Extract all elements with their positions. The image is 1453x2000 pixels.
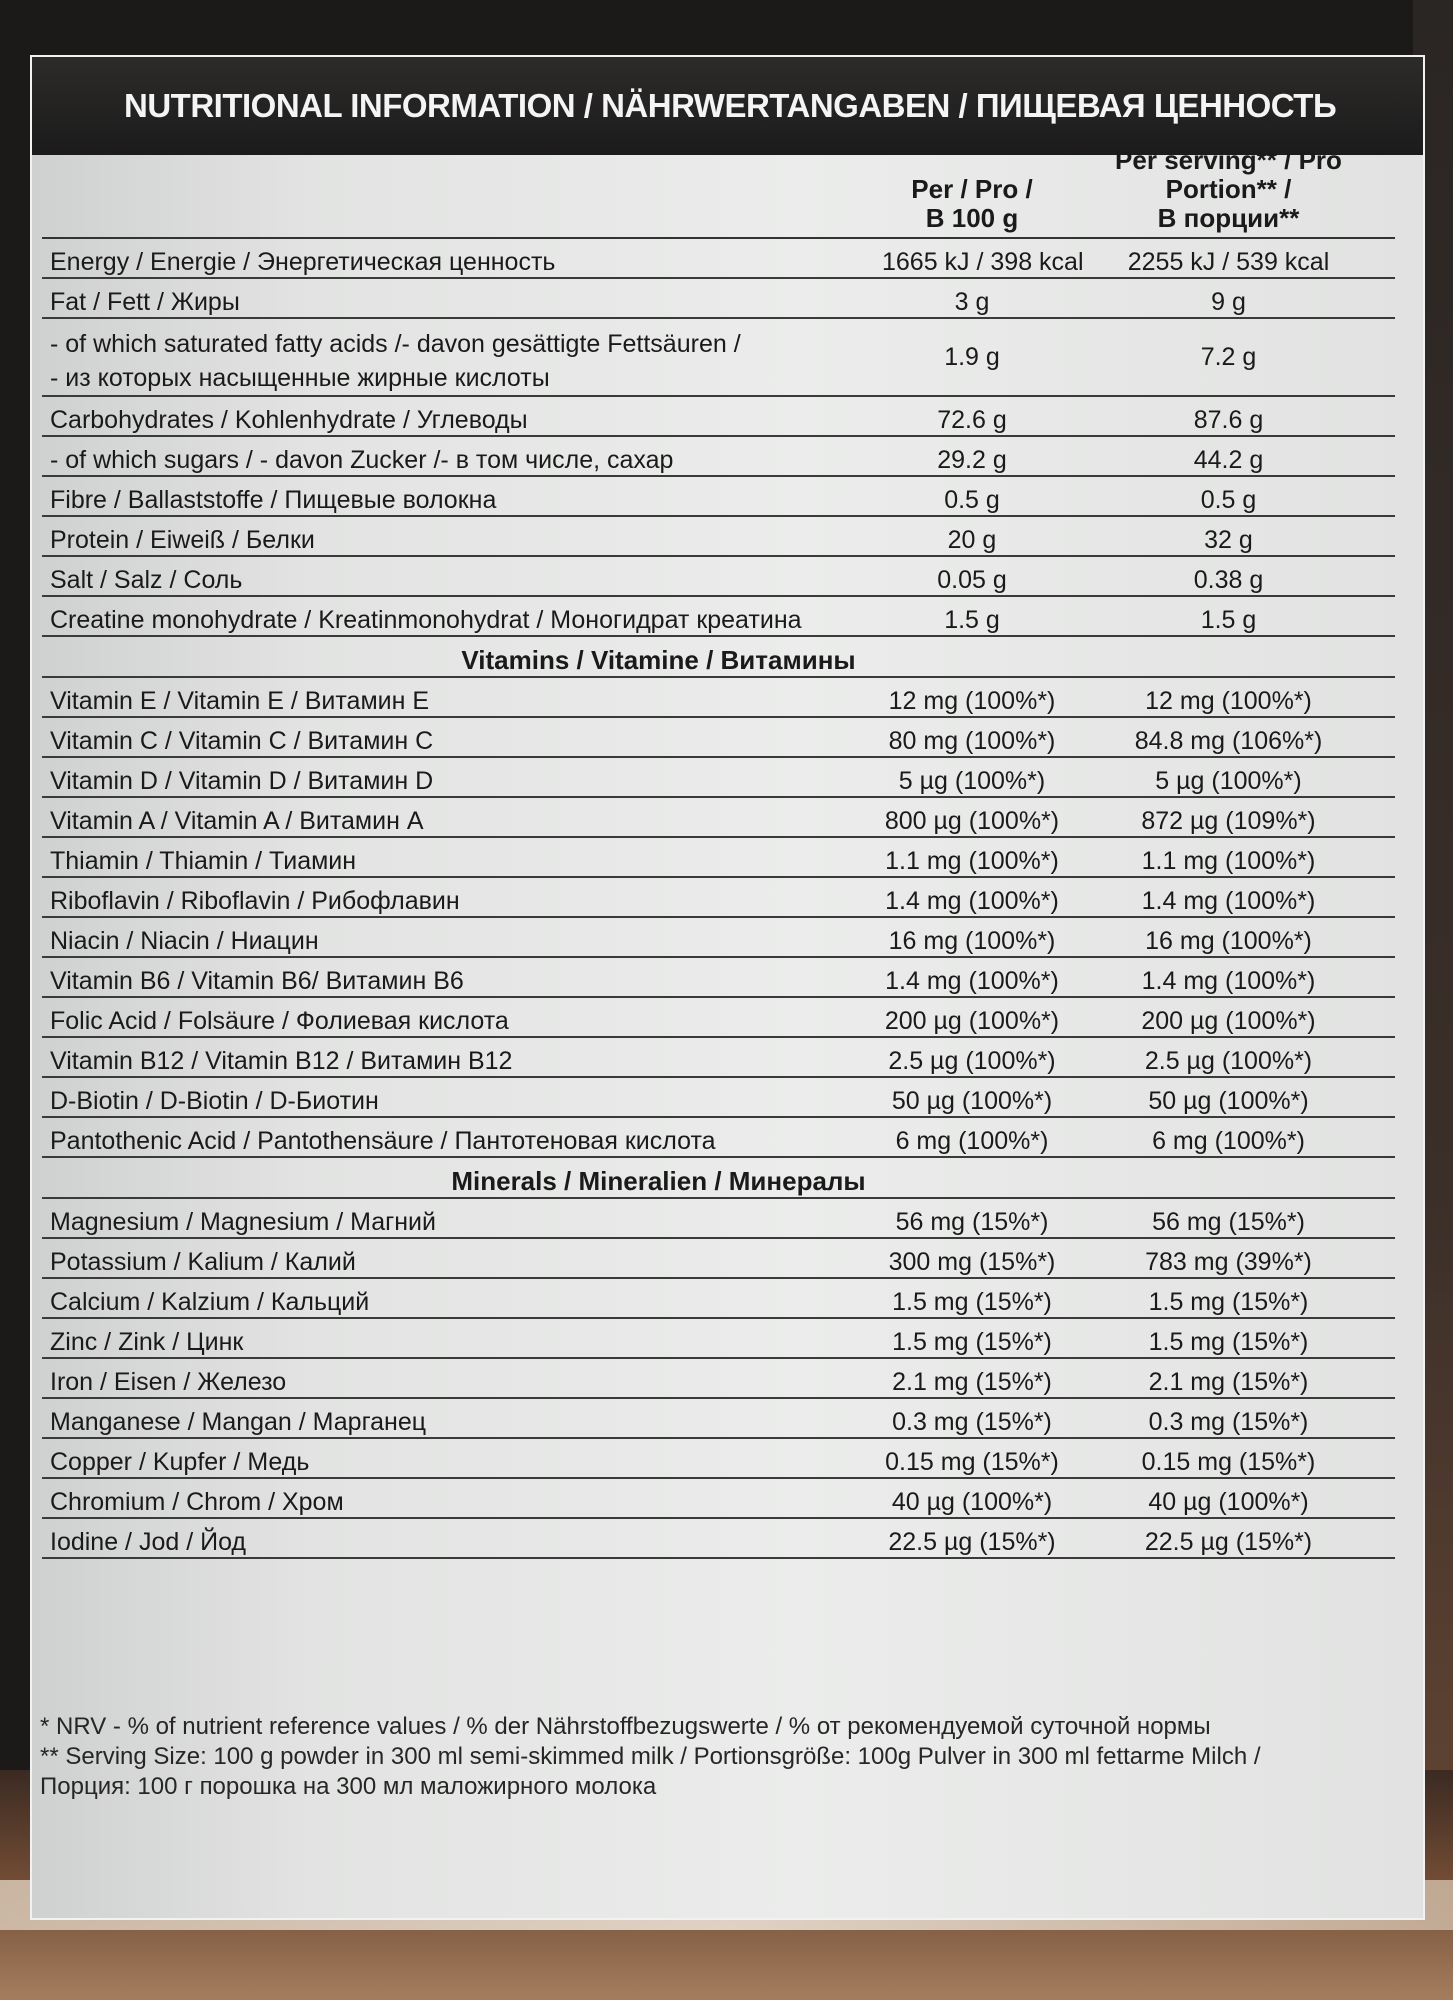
table-row bbox=[42, 758, 1395, 798]
minerals-section-title: Minerals / Mineralien / Минералы bbox=[42, 1158, 1395, 1199]
value-per-100g: 0.15 mg (15%*) bbox=[885, 1448, 1059, 1476]
per-serving-line1: Per serving** / Pro Portion** / bbox=[1115, 145, 1342, 204]
value-per-serving: 5 µg (100%*) bbox=[1155, 767, 1302, 795]
value-per-serving: 6 mg (100%*) bbox=[1152, 1127, 1305, 1155]
table-row bbox=[42, 517, 1395, 557]
row-label bbox=[42, 1287, 882, 1317]
value-per-serving: 9 g bbox=[1211, 288, 1246, 316]
value-per-serving: 0.15 mg (15%*) bbox=[1141, 1448, 1316, 1476]
row-label bbox=[42, 405, 882, 435]
vitamin-rows bbox=[42, 678, 1395, 1158]
row-label-line: Iodine / Jod / Йод bbox=[50, 1528, 247, 1556]
row-label bbox=[42, 806, 882, 836]
row-label bbox=[42, 1447, 882, 1477]
table-row bbox=[42, 1439, 1395, 1479]
row-label bbox=[42, 686, 882, 716]
row-label bbox=[42, 926, 882, 956]
row-label bbox=[42, 1247, 882, 1277]
table-row bbox=[42, 1279, 1395, 1319]
row-label-line: Vitamin D / Vitamin D / Витамин D bbox=[50, 767, 434, 795]
footnote-serving-size: ** Serving Size: 100 g powder in 300 ml semi-skimmed milk / Portionsgröße: 100g Pulver in 300 ml fettarme Milch / bbox=[40, 1743, 1261, 1770]
value-per-serving: 22.5 µg (15%*) bbox=[1144, 1528, 1313, 1556]
value-per-serving: 0.3 mg (15%*) bbox=[1148, 1408, 1309, 1436]
value-per-serving: 1.1 mg (100%*) bbox=[1141, 847, 1316, 875]
table-row bbox=[42, 1199, 1395, 1239]
row-label-line: Vitamin E / Vitamin E / Витамин E bbox=[50, 687, 430, 715]
value-per-100g: 50 µg (100%*) bbox=[891, 1087, 1053, 1115]
value-per-100g: 22.5 µg (15%*) bbox=[888, 1528, 1056, 1556]
table-row bbox=[42, 319, 1395, 397]
row-label-line: Folic Acid / Folsäure / Фолиевая кислота bbox=[50, 1007, 509, 1035]
table-row bbox=[42, 597, 1395, 637]
table-row bbox=[42, 878, 1395, 918]
footnotes bbox=[40, 1712, 1380, 1802]
table-row bbox=[42, 958, 1395, 998]
value-per-serving: 40 µg (100%*) bbox=[1148, 1488, 1309, 1516]
value-per-100g: 1.1 mg (100%*) bbox=[885, 847, 1059, 875]
value-per-100g: 0.3 mg (15%*) bbox=[892, 1408, 1052, 1436]
label-title: NUTRITIONAL INFORMATION / NÄHRWERTANGABEN / ПИЩЕВАЯ ЦЕННОСТЬ bbox=[124, 87, 1337, 124]
row-label-line: Copper / Kupfer / Медь bbox=[50, 1448, 310, 1476]
row-label-line: Vitamin C / Vitamin C / Витамин C bbox=[50, 727, 434, 755]
per-100g-line1: Per / Pro / bbox=[911, 174, 1033, 204]
table-row bbox=[42, 718, 1395, 758]
label-header bbox=[32, 57, 1423, 155]
value-per-100g: 3 g bbox=[954, 288, 990, 316]
row-label bbox=[42, 605, 882, 635]
value-per-serving: 1.4 mg (100%*) bbox=[1141, 967, 1316, 995]
value-per-100g: 5 µg (100%*) bbox=[898, 767, 1046, 795]
footnote-portion-ru: Порция: 100 г порошка на 300 мл маложирного молока bbox=[40, 1773, 657, 1800]
row-label bbox=[42, 1527, 882, 1557]
column-headers bbox=[42, 145, 1395, 239]
table-row bbox=[42, 678, 1395, 718]
table-row bbox=[42, 397, 1395, 437]
table-row bbox=[42, 239, 1395, 279]
row-label bbox=[42, 287, 882, 317]
table-row bbox=[42, 1118, 1395, 1158]
value-per-100g: 2.5 µg (100%*) bbox=[888, 1047, 1056, 1075]
row-label bbox=[42, 1086, 882, 1116]
row-label bbox=[42, 1046, 882, 1076]
value-per-100g: 0.05 g bbox=[937, 566, 1007, 594]
table-row bbox=[42, 1319, 1395, 1359]
row-label bbox=[42, 485, 882, 515]
value-per-serving: 32 g bbox=[1204, 526, 1253, 554]
value-per-100g: 1.5 mg (15%*) bbox=[892, 1328, 1052, 1356]
table-row bbox=[42, 279, 1395, 319]
value-per-100g: 40 µg (100%*) bbox=[891, 1488, 1053, 1516]
value-per-serving: 7.2 g bbox=[1200, 343, 1257, 371]
value-per-serving: 56 mg (15%*) bbox=[1152, 1208, 1305, 1236]
table-row bbox=[42, 918, 1395, 958]
value-per-100g: 1.9 g bbox=[944, 343, 1000, 371]
value-per-100g: 12 mg (100%*) bbox=[888, 687, 1056, 715]
row-label bbox=[42, 726, 882, 756]
value-per-serving: 16 mg (100%*) bbox=[1145, 927, 1312, 955]
row-label bbox=[42, 565, 882, 595]
row-label-line: Creatine monohydrate / Kreatinmonohydrat / Моногидрат креатина bbox=[50, 606, 802, 634]
value-per-serving: 87.6 g bbox=[1193, 406, 1264, 434]
value-per-serving: 2.1 mg (15%*) bbox=[1148, 1368, 1309, 1396]
row-label bbox=[42, 1327, 882, 1357]
row-label bbox=[42, 846, 882, 876]
row-label bbox=[42, 886, 882, 916]
row-label-line: Vitamin B12 / Vitamin B12 / Витамин B12 bbox=[50, 1047, 513, 1075]
row-label-line: - из которых насыщенные жирные кислоты bbox=[50, 364, 550, 392]
value-per-100g: 300 mg (15%*) bbox=[888, 1248, 1056, 1276]
footnote-nrv: * NRV - % of nutrient reference values / % der Nährstoffbezugswerte / % от рекомендуемой суточной нормы bbox=[40, 1713, 1211, 1740]
row-label-line: D-Biotin / D-Biotin / D-Биотин bbox=[50, 1087, 379, 1115]
value-per-100g: 0.5 g bbox=[944, 486, 1000, 514]
vitamins-section-title: Vitamins / Vitamine / Витамины bbox=[42, 637, 1395, 678]
value-per-serving: 1.5 mg (15%*) bbox=[1148, 1288, 1309, 1316]
table-row bbox=[42, 998, 1395, 1038]
table-row bbox=[42, 1479, 1395, 1519]
row-label-line: Potassium / Kalium / Калий bbox=[50, 1248, 356, 1276]
value-per-serving: 0.5 g bbox=[1200, 486, 1257, 514]
row-label-line: Protein / Eiweiß / Белки bbox=[50, 526, 315, 554]
value-per-100g: 2.1 mg (15%*) bbox=[892, 1368, 1052, 1396]
value-per-serving: 1.4 mg (100%*) bbox=[1141, 887, 1316, 915]
per-serving-line2: В порции** bbox=[1157, 203, 1300, 233]
value-per-100g: 1.5 g bbox=[944, 606, 1000, 634]
value-per-serving: 2255 kJ / 539 kcal bbox=[1127, 248, 1330, 276]
value-per-100g: 1.5 mg (15%*) bbox=[892, 1288, 1052, 1316]
row-label-line: Chromium / Chrom / Хром bbox=[50, 1488, 344, 1516]
row-label-line: Calcium / Kalzium / Кальций bbox=[50, 1288, 370, 1316]
value-per-100g: 16 mg (100%*) bbox=[888, 927, 1056, 955]
row-label bbox=[42, 525, 882, 555]
row-label bbox=[42, 247, 882, 277]
row-label bbox=[42, 327, 882, 395]
table-row bbox=[42, 1359, 1395, 1399]
row-label bbox=[42, 966, 882, 996]
table-row bbox=[42, 1519, 1395, 1559]
table-row bbox=[42, 1078, 1395, 1118]
row-label-line: Manganese / Mangan / Марганец bbox=[50, 1408, 427, 1436]
value-per-serving: 1.5 g bbox=[1200, 606, 1257, 634]
nutrition-table bbox=[42, 145, 1395, 1559]
nutrition-rows bbox=[42, 239, 1395, 637]
row-label-line: Salt / Salz / Соль bbox=[50, 566, 243, 594]
value-per-serving: 783 mg (39%*) bbox=[1145, 1248, 1312, 1276]
value-per-serving: 872 µg (109%*) bbox=[1141, 807, 1316, 835]
column-header-per-serving bbox=[1062, 146, 1395, 233]
value-per-100g: 1.4 mg (100%*) bbox=[885, 887, 1059, 915]
row-label-line: Thiamin / Thiamin / Тиамин bbox=[50, 847, 357, 875]
value-per-serving: 84.8 mg (106%*) bbox=[1134, 727, 1323, 755]
row-label-line: Pantothenic Acid / Pantothensäure / Пантотеновая кислота bbox=[50, 1127, 716, 1155]
table-row bbox=[42, 1399, 1395, 1439]
value-per-serving: 44.2 g bbox=[1193, 446, 1264, 474]
value-per-100g: 6 mg (100%*) bbox=[895, 1127, 1049, 1155]
value-per-100g: 800 µg (100%*) bbox=[884, 807, 1060, 835]
row-label bbox=[42, 1006, 882, 1036]
row-label-line: - of which saturated fatty acids /- davon gesättigte Fettsäuren / bbox=[50, 330, 741, 358]
value-per-serving: 1.5 mg (15%*) bbox=[1148, 1328, 1309, 1356]
value-per-serving: 0.38 g bbox=[1193, 566, 1264, 594]
value-per-serving: 200 µg (100%*) bbox=[1141, 1007, 1316, 1035]
row-label-line: Magnesium / Magnesium / Магний bbox=[50, 1208, 436, 1236]
value-per-serving: 12 mg (100%*) bbox=[1145, 687, 1312, 715]
row-label-line: - of which sugars / - davon Zucker /- в том числе, сахар bbox=[50, 446, 674, 474]
table-row bbox=[42, 798, 1395, 838]
value-per-100g: 1665 kJ / 398 kcal bbox=[882, 248, 1084, 276]
row-label bbox=[42, 1126, 882, 1156]
row-label-line: Niacin / Niacin / Ниацин bbox=[50, 927, 319, 955]
row-label-line: Vitamin B6 / Vitamin B6/ Витамин B6 bbox=[50, 967, 464, 995]
value-per-100g: 20 g bbox=[947, 526, 997, 554]
row-label bbox=[42, 766, 882, 796]
value-per-100g: 29.2 g bbox=[937, 446, 1007, 474]
value-per-100g: 56 mg (15%*) bbox=[895, 1208, 1049, 1236]
row-label-line: Iron / Eisen / Железо bbox=[50, 1368, 287, 1396]
row-label-line: Riboflavin / Riboflavin / Рибофлавин bbox=[50, 887, 460, 915]
row-label bbox=[42, 445, 882, 475]
column-header-per-100g bbox=[882, 175, 1062, 233]
row-label bbox=[42, 1367, 882, 1397]
row-label bbox=[42, 1487, 882, 1517]
table-row bbox=[42, 477, 1395, 517]
row-label-line: Fibre / Ballaststoffe / Пищевые волокна bbox=[50, 486, 497, 514]
mineral-rows bbox=[42, 1199, 1395, 1559]
table-row bbox=[42, 838, 1395, 878]
row-label-line: Carbohydrates / Kohlenhydrate / Углеводы bbox=[50, 406, 528, 434]
value-per-100g: 1.4 mg (100%*) bbox=[885, 967, 1059, 995]
table-row bbox=[42, 437, 1395, 477]
table-row bbox=[42, 557, 1395, 597]
value-per-100g: 72.6 g bbox=[937, 406, 1007, 434]
row-label bbox=[42, 1407, 882, 1437]
row-label-line: Energy / Energie / Энергетическая ценность bbox=[50, 248, 556, 276]
value-per-serving: 2.5 µg (100%*) bbox=[1144, 1047, 1313, 1075]
per-100g-line2: В 100 g bbox=[925, 203, 1019, 233]
row-label-line: Zinc / Zink / Цинк bbox=[50, 1328, 244, 1356]
row-label-line: Vitamin A / Vitamin A / Витамин A bbox=[50, 807, 424, 835]
nutrition-label-panel bbox=[30, 55, 1425, 1920]
table-row bbox=[42, 1038, 1395, 1078]
value-per-100g: 200 µg (100%*) bbox=[884, 1007, 1060, 1035]
value-per-100g: 80 mg (100%*) bbox=[888, 727, 1056, 755]
row-label bbox=[42, 1207, 882, 1237]
value-per-serving: 50 µg (100%*) bbox=[1148, 1087, 1309, 1115]
table-row bbox=[42, 1239, 1395, 1279]
row-label-line: Fat / Fett / Жиры bbox=[50, 288, 240, 316]
